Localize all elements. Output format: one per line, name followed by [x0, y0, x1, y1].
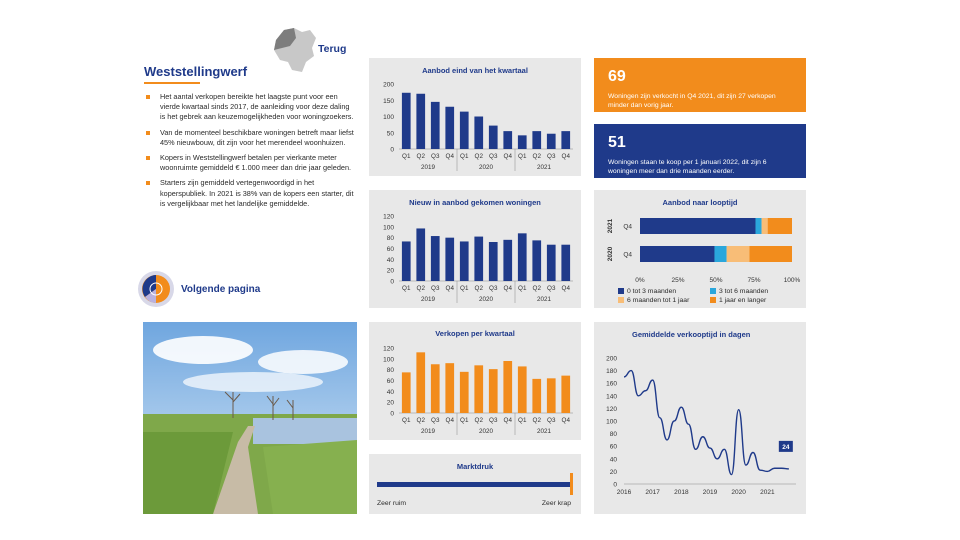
looptijd-chart-panel	[594, 190, 806, 308]
bar	[416, 228, 425, 281]
stacked-segment	[756, 218, 762, 234]
year-label: 2021	[607, 218, 614, 234]
chart-title: Verkopen per kwartaal	[435, 329, 515, 338]
kpi-sold-card	[594, 58, 806, 112]
x-tick-label: Q4	[445, 285, 454, 292]
x-tick-label: Q2	[532, 417, 541, 424]
y-tick-label: 200	[606, 355, 617, 363]
legend-label: 6 maanden tot 1 jaar	[627, 297, 690, 304]
x-tick-label: Q4	[503, 153, 512, 160]
y-tick-label: 180	[606, 368, 617, 376]
x-tick-label: Q2	[416, 417, 425, 424]
y-tick-label: 100	[606, 418, 617, 426]
group-label: 2020	[478, 164, 494, 171]
quarter-label: Q4	[623, 223, 632, 231]
x-tick-label: 100%	[783, 277, 801, 284]
chart-title: Gemiddelde verkooptijd in dagen	[632, 330, 751, 339]
x-tick-label: Q4	[503, 417, 512, 424]
marktdruk-left-label: Zeer ruim	[377, 500, 407, 507]
bar	[547, 245, 556, 281]
bar	[402, 241, 411, 281]
verkooptijd-chart-panel	[594, 322, 806, 514]
bar	[532, 240, 541, 281]
y-tick-label: 100	[383, 356, 394, 364]
bar	[547, 134, 556, 149]
legend-item	[710, 297, 766, 304]
bar	[503, 131, 512, 149]
quarter-label: Q4	[623, 251, 632, 259]
y-tick-label: 80	[609, 431, 617, 439]
looptijd-legend	[618, 288, 804, 308]
x-tick-label: Q1	[518, 153, 527, 160]
x-tick-label: Q3	[431, 285, 440, 292]
bar	[416, 352, 425, 413]
series-line	[624, 371, 789, 475]
x-tick-label: Q2	[416, 153, 425, 160]
kpi-text: Woningen staan te koop per 1 januari 2022, dit zijn 6 woningen meer dan drie maanden eerder.	[608, 159, 767, 175]
looptijd-chart	[594, 190, 806, 286]
x-tick-label: Q2	[532, 285, 541, 292]
summary-bullet: Starters zijn gemiddeld vertegenwoordigd in het koperspubliek. In 2021 is 38% van de kopers een starter, dit is vergelijkbaar met het landelijke gemiddelde.	[144, 178, 356, 209]
chart-title: Nieuw in aanbod gekomen woningen	[409, 198, 541, 207]
verkopen-chart-panel	[369, 322, 581, 440]
bar	[431, 364, 440, 413]
next-page-label: Volgende pagina	[181, 283, 261, 295]
legend-swatch	[710, 288, 716, 294]
x-tick-label: Q4	[561, 417, 570, 424]
x-tick-label: 2016	[616, 489, 632, 496]
bar	[489, 242, 498, 281]
x-tick-label: Q3	[489, 153, 498, 160]
bar	[460, 372, 469, 413]
x-tick-label: Q1	[460, 417, 469, 424]
legend-label: 3 tot 6 maanden	[719, 288, 769, 295]
year-label: 2020	[607, 246, 614, 262]
marktdruk-panel	[369, 454, 581, 514]
x-tick-label: 2018	[674, 489, 689, 496]
x-tick-label: 50%	[709, 277, 723, 284]
y-tick-label: 200	[383, 81, 394, 89]
bar	[561, 245, 570, 281]
stacked-segment	[749, 246, 792, 262]
legend-item	[618, 297, 689, 304]
aanbod-chart	[369, 58, 581, 176]
x-tick-label: 0%	[635, 277, 645, 284]
marktdruk-right-label: Zeer krap	[541, 500, 571, 507]
legend-item	[710, 288, 768, 295]
bar	[402, 372, 411, 413]
stacked-segment	[762, 218, 768, 234]
legend-swatch	[618, 297, 624, 303]
chart-title: Aanbod naar looptijd	[662, 198, 738, 207]
x-tick-label: Q2	[474, 285, 483, 292]
kpi-value: 69	[608, 68, 626, 85]
bar	[445, 107, 454, 149]
x-tick-label: Q4	[503, 285, 512, 292]
summary-bullet: Het aantal verkopen bereikte het laagste punt voor een vierde kwartaal sinds 2017, de aanleiding voor deze daling is het gebrek aan keuzemogelijkheden voor woningzoekers.	[144, 92, 356, 123]
bar	[474, 117, 483, 150]
legend-label: 0 tot 3 maanden	[627, 288, 677, 295]
y-tick-label: 60	[609, 443, 617, 451]
bar	[532, 131, 541, 149]
kpi-for-sale-card	[594, 124, 806, 178]
bar	[489, 369, 498, 413]
x-tick-label: Q1	[518, 417, 527, 424]
y-tick-label: 140	[606, 393, 617, 401]
stacked-segment	[727, 246, 750, 262]
x-tick-label: Q1	[518, 285, 527, 292]
kpi-value: 51	[608, 134, 626, 151]
bar	[547, 378, 556, 413]
y-tick-label: 100	[383, 114, 394, 121]
group-label: 2021	[536, 428, 552, 435]
bar	[503, 240, 512, 281]
bar	[518, 366, 527, 413]
kpi-text: Woningen zijn verkocht in Q4 2021, dit zijn 27 verkopen minder dan vorig jaar.	[608, 93, 776, 109]
y-tick-label: 0	[613, 481, 617, 489]
x-tick-label: 2020	[731, 489, 746, 496]
bar	[460, 241, 469, 281]
x-tick-label: Q3	[431, 417, 440, 424]
group-label: 2019	[420, 296, 436, 303]
pie-chart-icon	[137, 270, 175, 308]
y-tick-label: 160	[606, 380, 617, 388]
verkopen-chart	[369, 322, 581, 440]
x-tick-label: Q2	[416, 285, 425, 292]
x-tick-label: Q4	[445, 153, 454, 160]
x-tick-label: Q3	[431, 153, 440, 160]
bar	[489, 126, 498, 149]
x-tick-label: Q4	[561, 153, 570, 160]
marktdruk-title: Marktdruk	[456, 462, 494, 471]
x-tick-label: 2019	[702, 489, 718, 496]
x-tick-label: Q3	[547, 285, 556, 292]
map-region-icon[interactable]	[272, 26, 318, 79]
y-tick-label: 80	[386, 367, 394, 375]
bar	[445, 363, 454, 413]
group-label: 2020	[478, 428, 494, 435]
summary-bullet: Van de momenteel beschikbare woningen betreft maar liefst 45% nieuwbouw, dit zijn voor het merendeel woonhuizen.	[144, 128, 356, 148]
y-tick-label: 120	[383, 213, 394, 221]
bar	[561, 376, 570, 413]
legend-label: 1 jaar en langer	[719, 297, 767, 304]
x-tick-label: Q1	[460, 285, 469, 292]
group-label: 2020	[478, 296, 494, 303]
nieuw-chart-panel	[369, 190, 581, 308]
legend-swatch	[710, 297, 716, 303]
y-tick-label: 100	[383, 224, 394, 232]
summary-bullet: Kopers in Weststellingwerf betalen per vierkante meter woonruimte gemiddeld € 1.000 meer dan drie jaar geleden.	[144, 153, 356, 173]
y-tick-label: 0	[390, 146, 394, 154]
group-label: 2021	[536, 296, 552, 303]
y-tick-label: 120	[606, 405, 617, 413]
y-tick-label: 20	[386, 399, 394, 407]
y-tick-label: 150	[383, 97, 394, 105]
stacked-segment	[768, 218, 792, 234]
aanbod-chart-panel	[369, 58, 581, 176]
y-tick-label: 0	[390, 410, 394, 418]
bar	[474, 237, 483, 281]
y-tick-label: 40	[609, 456, 617, 464]
y-tick-label: 60	[386, 246, 394, 253]
summary-list	[144, 92, 356, 214]
title-underline	[144, 82, 200, 84]
nieuw-chart	[369, 190, 581, 308]
y-tick-label: 80	[386, 235, 394, 243]
landscape-photo	[143, 322, 357, 514]
group-label: 2019	[420, 164, 436, 171]
y-tick-label: 20	[386, 267, 394, 275]
x-tick-label: Q1	[402, 417, 411, 424]
x-tick-label: Q4	[445, 417, 454, 424]
stacked-segment	[714, 246, 726, 262]
y-tick-label: 20	[609, 468, 617, 476]
bar	[431, 102, 440, 149]
bar	[445, 238, 454, 281]
bar	[431, 236, 440, 281]
x-tick-label: Q3	[489, 285, 498, 292]
bar	[532, 379, 541, 413]
y-tick-label: 50	[386, 130, 394, 138]
x-tick-label: Q2	[532, 153, 541, 160]
bar	[460, 112, 469, 149]
legend-item	[618, 288, 676, 295]
y-tick-label: 120	[383, 345, 394, 353]
chart-title: Aanbod eind van het kwartaal	[422, 66, 528, 75]
bar	[503, 361, 512, 413]
x-tick-label: 2017	[645, 489, 660, 496]
stacked-segment	[640, 246, 714, 262]
x-tick-label: Q1	[402, 285, 411, 292]
end-value-label: 24	[782, 443, 790, 451]
x-tick-label: Q1	[460, 153, 469, 160]
bar	[518, 135, 527, 149]
stacked-segment	[640, 218, 756, 234]
x-tick-label: Q2	[474, 153, 483, 160]
marktdruk-marker	[570, 473, 573, 495]
x-tick-label: Q4	[561, 285, 570, 292]
next-page-button[interactable]	[137, 270, 260, 308]
x-tick-label: 25%	[671, 277, 685, 284]
page-title: Weststellingwerf	[144, 64, 248, 79]
x-tick-label: 2021	[760, 489, 775, 496]
y-tick-label: 60	[386, 378, 394, 385]
bar	[474, 365, 483, 413]
group-label: 2019	[420, 428, 436, 435]
bar	[561, 131, 570, 149]
marktdruk-bar	[377, 482, 573, 487]
back-link[interactable]: Terug	[318, 43, 347, 55]
legend-swatch	[618, 288, 624, 294]
x-tick-label: Q3	[547, 417, 556, 424]
x-tick-label: Q1	[402, 153, 411, 160]
x-tick-label: 75%	[747, 277, 761, 284]
x-tick-label: Q2	[474, 417, 483, 424]
x-tick-label: Q3	[547, 153, 556, 160]
group-label: 2021	[536, 164, 552, 171]
y-tick-label: 0	[390, 278, 394, 286]
y-tick-label: 40	[386, 256, 394, 264]
bar	[416, 94, 425, 149]
x-tick-label: Q3	[489, 417, 498, 424]
verkooptijd-chart	[594, 322, 806, 514]
y-tick-label: 40	[386, 388, 394, 396]
bar	[402, 93, 411, 149]
bar	[518, 233, 527, 281]
